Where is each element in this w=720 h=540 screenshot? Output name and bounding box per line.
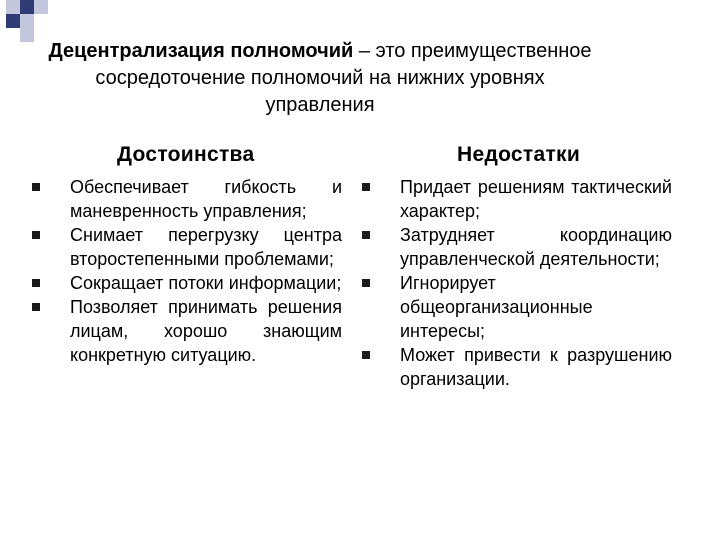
list-item (360, 223, 672, 271)
slide-title (40, 38, 600, 119)
corner-square-light-4 (20, 28, 34, 42)
square-bullet-icon (362, 351, 370, 359)
square-bullet-icon (32, 231, 40, 239)
advantage-text: Сокращает потоки информации; (70, 273, 342, 293)
corner-square-dark-2 (6, 14, 20, 28)
disadvantage-text: Придает решениям тактический характер; (400, 177, 672, 221)
list-item (30, 223, 342, 271)
list-item (360, 175, 672, 223)
disadvantage-text: Игнорирует общеорганизационные интересы; (400, 273, 593, 341)
corner-square-light-1 (6, 0, 20, 14)
title-definition: – это преимущественное сосредоточение полномочий на нижних уровнях управления (95, 40, 592, 116)
square-bullet-icon (362, 183, 370, 191)
advantage-text: Позволяет принимать решения лицам, хорошо знающим конкретную ситуацию. (70, 297, 342, 365)
disadvantages-list (360, 175, 672, 391)
disadvantage-text: Может привести к разрушению организации. (400, 345, 672, 389)
advantage-text: Обеспечивает гибкость и маневренность управления; (70, 177, 342, 221)
square-bullet-icon (362, 231, 370, 239)
advantages-heading: Достоинства (117, 143, 255, 166)
list-item (30, 295, 342, 367)
disadvantages-heading: Недостатки (457, 143, 581, 166)
list-item (360, 343, 672, 391)
list-item (360, 271, 672, 343)
disadvantage-text: Затрудняет координацию управленческой деятельности; (400, 225, 672, 269)
square-bullet-icon (32, 279, 40, 287)
square-bullet-icon (362, 279, 370, 287)
list-item (30, 271, 342, 295)
corner-square-light-3 (20, 14, 34, 28)
corner-square-light-2 (34, 0, 48, 14)
square-bullet-icon (32, 183, 40, 191)
advantages-list (30, 175, 342, 367)
title-term: Децентрализация полномочий (48, 40, 354, 62)
square-bullet-icon (32, 303, 40, 311)
list-item (30, 175, 342, 223)
corner-square-dark-1 (20, 0, 34, 14)
advantage-text: Снимает перегрузку центра второстепенными проблемами; (70, 225, 342, 269)
